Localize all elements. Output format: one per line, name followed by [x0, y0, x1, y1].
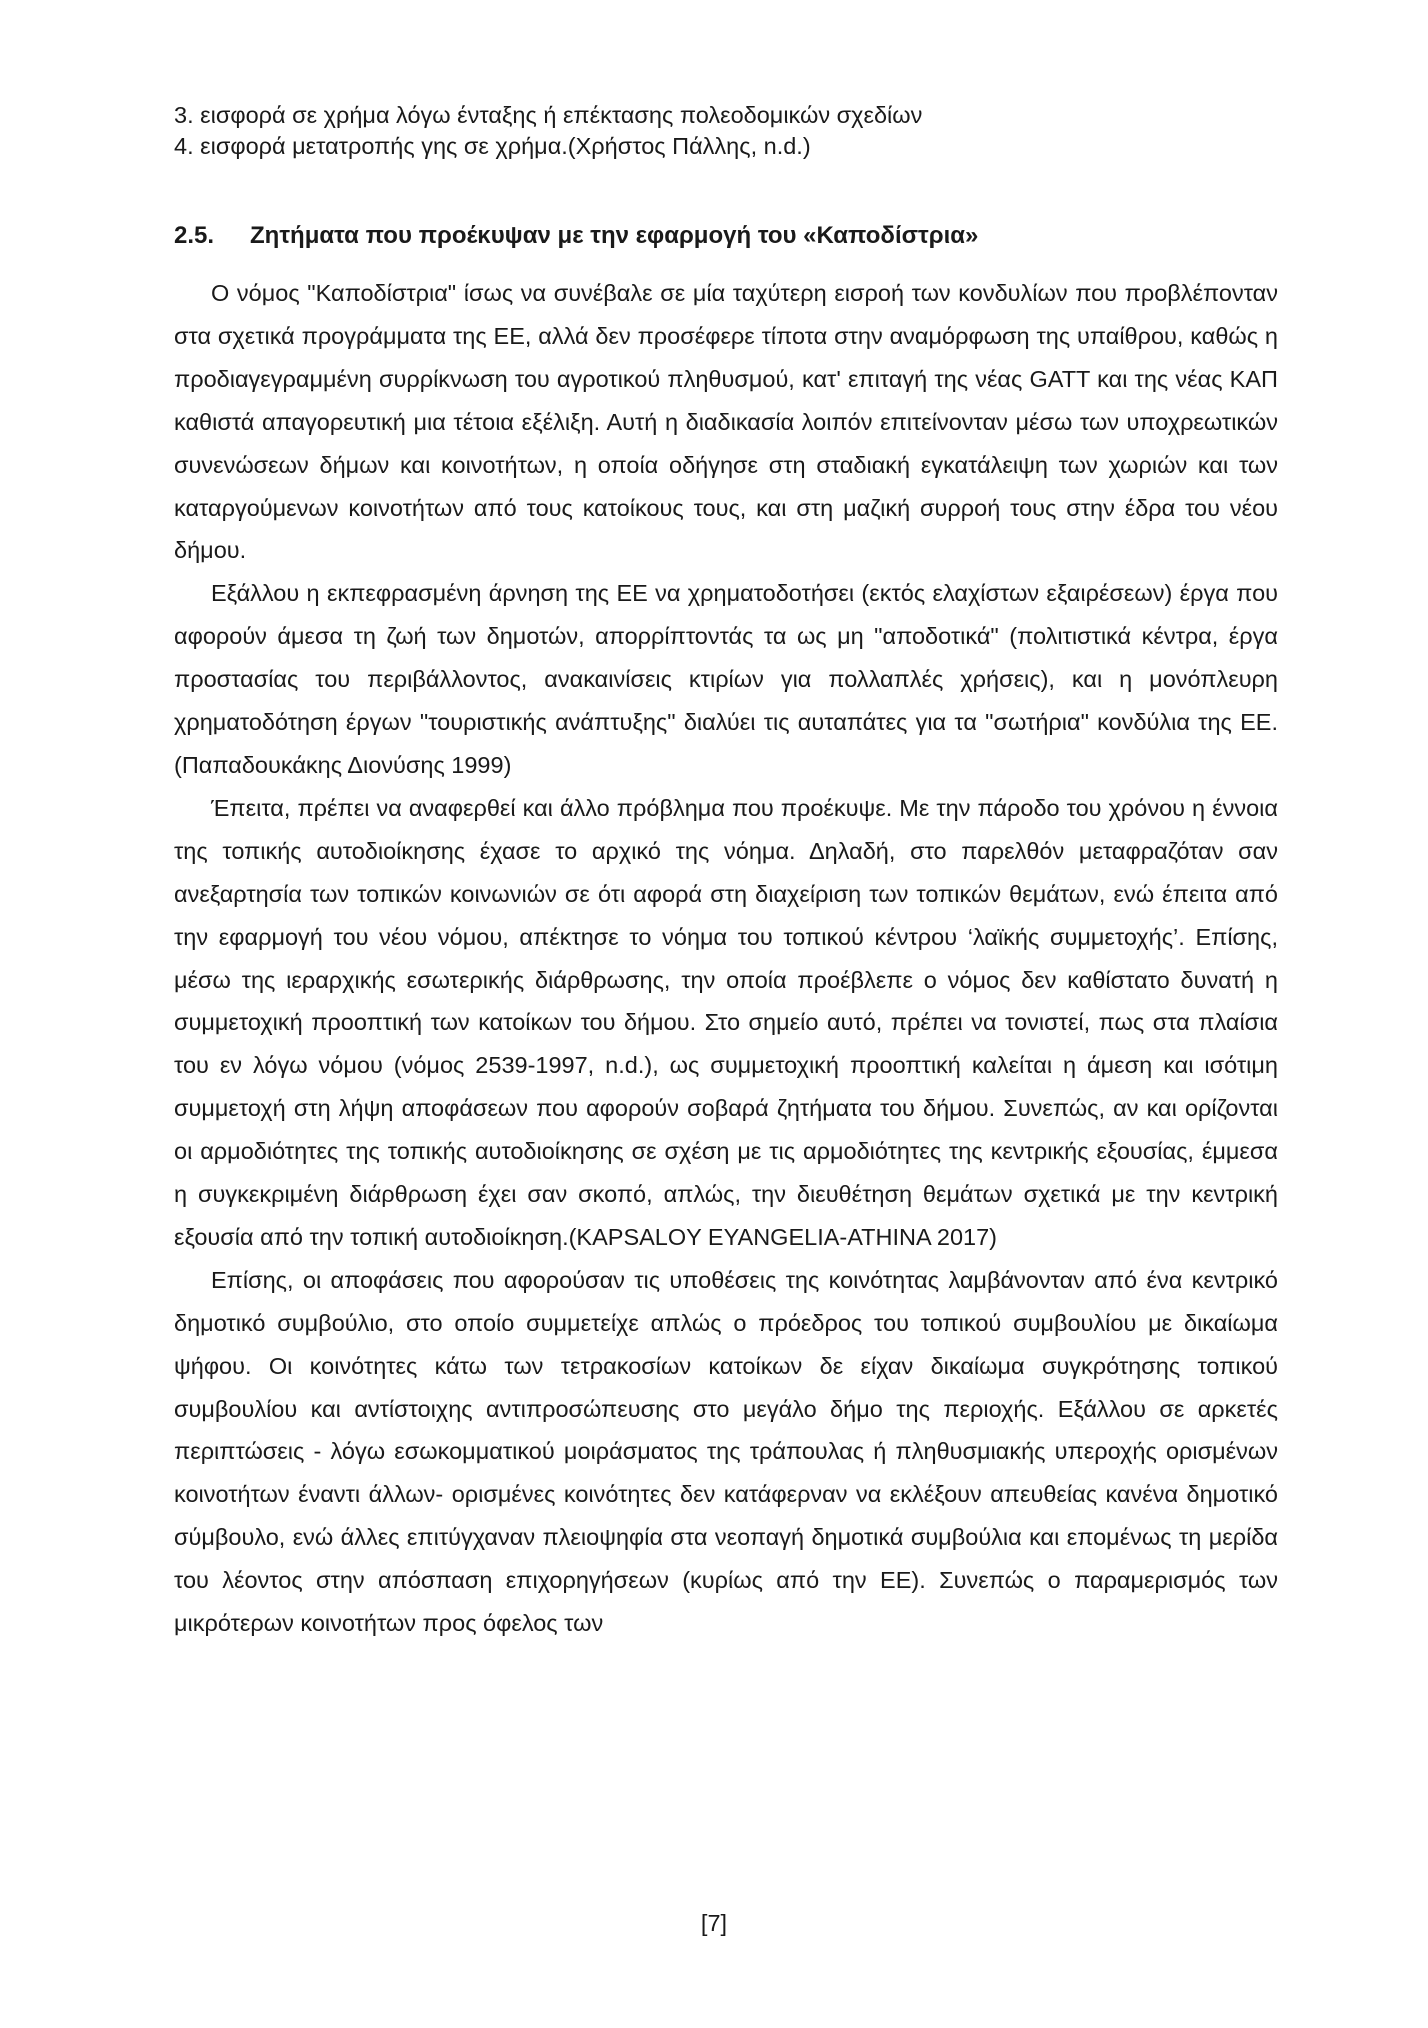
section-title: Ζητήματα που προέκυψαν με την εφαρμογή του «Καποδίστρια»	[250, 222, 979, 249]
list-item-3: 3. εισφορά σε χρήμα λόγω ένταξης ή επέκτασης πολεοδομικών σχεδίων	[174, 102, 923, 128]
page-number: [7]	[700, 1910, 728, 1936]
paragraph-kapodistrias-law: Ο νόμος "Καποδίστρια" ίσως να συνέβαλε σε μία ταχύτερη εισροή των κονδυλίων που προβλέπονταν στα σχετικά προγράμματα της ΕΕ, αλλά δεν προσέφερε τίποτα στην αναμόρφωση της υπαίθρου, καθώς η προδιαγεγραμμένη συρρίκνωση του αγροτικού πληθυσμού, κατ' επιταγή της νέας GATT και της νέας ΚΑΠ καθιστά απαγορευτική μια τέτοια εξέλιξη. Αυτή η διαδικασία λοιπόν επιτείνονταν μέσω των υποχρεωτικών συνενώσεων δήμων και κοινοτήτων, η οποία οδήγησε στη σταδιακή εγκατάλειψη των χωριών και των καταργούμενων κοινοτήτων από τους κατοίκους τους, και στη μαζική συρροή τους στην έδρα του νέου δήμου.	[174, 280, 1278, 564]
paragraph-local-government: Έπειτα, πρέπει να αναφερθεί και άλλο πρόβλημα που προέκυψε. Με την πάροδο του χρόνου η έννοια της τοπικής αυτοδιοίκησης έχασε το αρχικό της νόημα. Δηλαδή, στο παρελθόν μεταφραζόταν σαν ανεξαρτησία των τοπικών κοινωνιών σε ότι αφορά στη διαχείριση των τοπικών θεμάτων, ενώ έπειτα από την εφαρμογή του νέου νόμου, απέκτησε το νόημα του τοπικού κέντρου ‘λαϊκής συμμετοχής’. Επίσης, μέσω της ιεραρχικής εσωτερικής διάρθρωσης, την οποία προέβλεπε ο νόμος δεν καθίστατο δυνατή η συμμετοχική προοπτική των κατοίκων του δήμου. Στο σημείο αυτό, πρέπει να τονιστεί, πως στα πλαίσια του εν λόγω νόμου (νόμος 2539-1997, n.d.), ως συμμετοχική προοπτική καλείται η άμεση και ισότιμη συμμετοχή στη λήψη αποφάσεων που αφορούν σοβαρά ζητήματα του δήμου. Συνεπώς, αν και ορίζονται οι αρμοδιότητες της τοπικής αυτοδιοίκησης σε σχέση με τις αρμοδιότητες της κεντρικής εξουσίας, έμμεσα η συγκεκριμένη διάρθρωση έχει σαν σκοπό, απλώς, την διευθέτηση θεμάτων σχετικά με την κεντρική εξουσία από την τοπική αυτοδιοίκηση.(KAPSALOY EYANGELIA-ATHINA 2017)	[174, 794, 1278, 1250]
section-heading	[174, 220, 1278, 252]
paragraph-community-decisions: Επίσης, οι αποφάσεις που αφορούσαν τις υποθέσεις της κοινότητας λαμβάνονταν από ένα κεντρικό δημοτικό συμβούλιο, στο οποίο συμμετείχε απλώς ο πρόεδρος του τοπικού συμβουλίου με δικαίωμα ψήφου. Οι κοινότητες κάτω των τετρακοσίων κατοίκων δε είχαν δικαίωμα συγκρότησης τοπικού συμβουλίου και αντίστοιχης αντιπροσώπευσης στο μεγάλο δήμο της περιοχής. Εξάλλου σε αρκετές περιπτώσεις - λόγω εσωκομματικού μοιράσματος της τράπουλας ή πληθυσμιακής υπεροχής ορισμένων κοινοτήτων έναντι άλλων- ορισμένες κοινότητες δεν κατάφερναν να εκλέξουν απευθείας κανένα δημοτικό σύμβουλο, ενώ άλλες επιτύγχαναν πλειοψηφία στα νεοπαγή δημοτικά συμβούλια και επομένως τη μερίδα του λέοντος στην απόσπαση επιχορηγήσεων (κυρίως από την ΕΕ). Συνεπώς ο παραμερισμός των μικρότερων κοινοτήτων προς όφελος των	[174, 1266, 1278, 1637]
section-number: 2.5.	[174, 222, 215, 249]
paragraph-eu-funding: Εξάλλου η εκπεφρασμένη άρνηση της ΕΕ να χρηματοδοτήσει (εκτός ελαχίστων εξαιρέσεων) έργα που αφορούν άμεσα τη ζωή των δημοτών, απορρίπτοντάς τα ως μη "αποδοτικά" (πολιτιστικά κέντρα, έργα προστασίας του περιβάλλοντος, ανακαινίσεις κτιρίων για πολλαπλές χρήσεις), και η μονόπλευρη χρηματοδότηση έργων "τουριστικής ανάπτυξης" διαλύει τις αυταπάτες για τα "σωτήρια" κονδύλια της ΕΕ.(Παπαδουκάκης Διονύσης 1999)	[174, 580, 1278, 778]
list-item-4: 4. εισφορά μετατροπής γης σε χρήμα.(Χρήστος Πάλλης, n.d.)	[174, 133, 811, 159]
document-page	[174, 100, 1278, 1645]
